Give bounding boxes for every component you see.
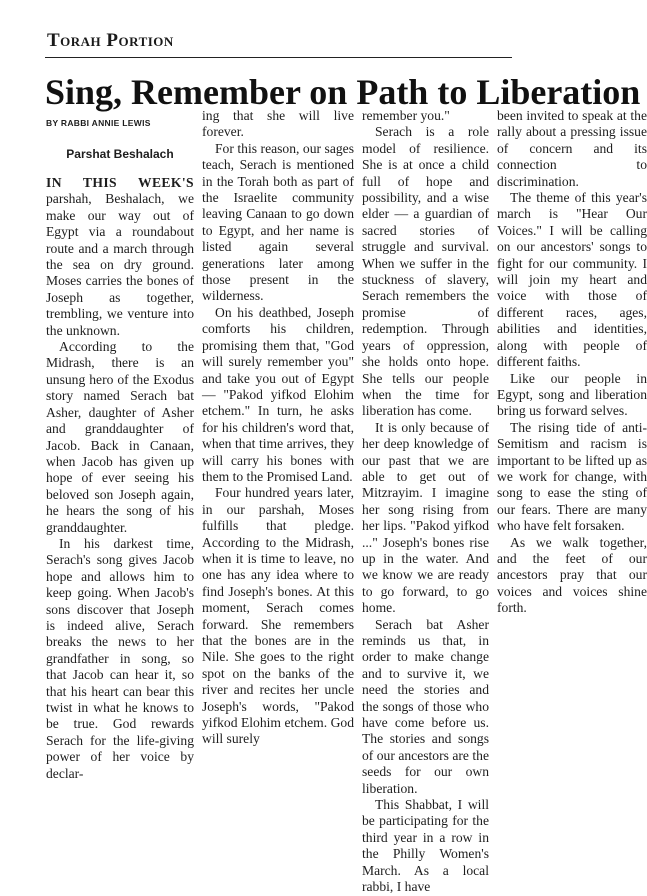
lead-in: IN THIS WEEK'S [46, 175, 194, 190]
paragraph: been invited to speak at the rally about a pressing issue of concern and its connection to discrimination. [497, 108, 647, 189]
paragraph: In his darkest time, Serach's song gives Jacob hope and allows him to keep going. When Jacob's sons discover that Joseph is indeed alive, Serach breaks the news to her grandfather in song, so that Jacob can hear it, so that his heart can bear this twist in what he knows to be true. God rewards Serach for the life-giving power of her voice by declar- [46, 535, 194, 781]
paragraph: For this reason, our sages teach, Serach is mentioned in the Torah both as part of the Israelite community leaving Canaan to go down to Egypt, and her name is listed again several generations later among those present in the wilderness. [202, 140, 354, 304]
byline: BY RABBI ANNIE LEWIS [46, 118, 151, 128]
paragraph: Serach bat Asher reminds us that, in order to make change and to survive it, we need the stories and the songs of those who have come before us. The stories and songs of our ancestors are the seeds for our own liberation. [362, 616, 489, 796]
section-label: Torah Portion [47, 30, 174, 51]
paragraph: The rising tide of anti-Semitism and racism is important to be lifted up as we work for change, with song to ease the sting of our fears. There are many who have felt forsaken. [497, 419, 647, 534]
section-rule [45, 57, 512, 58]
paragraph: On his deathbed, Joseph comforts his children, promising them that, "God will surely remember you" and take you out of Egypt — "Pakod yifkod Elohim etchem." In turn, he asks for his children's word that, when that time arrives, they will carry his bones with them to the Promised Land. [202, 304, 354, 484]
article-column-1 [46, 118, 194, 781]
paragraph: Four hundred years later, in our parshah, Moses fulfills that pledge. According to the Midrash, when it is time to leave, no one has any idea where to find Joseph's bones. At this moment, Serach comes forward. She remembers that the bones are in the Nile. She goes to the right spot on the banks of the river and recites her uncle Joseph's words, "Pakod yifkod Elohim etchem. God will surely [202, 485, 354, 747]
paragraph: As we walk together, and the feet of our ancestors pray that our voices and voices shine forth. [497, 534, 647, 616]
paragraph: This Shabbat, I will be participating for the third year in a row in the Philly Women's March. As a local rabbi, I have [362, 797, 489, 895]
paragraph: Like our people in Egypt, song and liberation bring us forward selves. [497, 370, 647, 419]
paragraph: Serach is a role model of resilience. She is at once a child full of hope and possibility, and a wise elder — a guardian of sacred stories of struggle and survival. When we suffer in the stuckness of slavery, Serach remembers the promise of redemption. Through years of oppression, she holds onto hope. She tells our people when the time for liberation has come. [362, 124, 489, 419]
paragraph: It is only because of her deep knowledge of our past that we are able to get out of Mitzrayim. I imagine her song rising from her lips. "Pakod yifkod ..." Joseph's bones rise up in the water. And we know we are ready to go forward, to go home. [362, 419, 489, 616]
paragraph: The theme of this year's march is "Hear Our Voices." I will be calling on our ancestors' songs to fight for our community. I will join my heart and voice with those of different races, ages, abilities and identities, along with people of different faiths. [497, 190, 647, 370]
article-column-4 [497, 108, 647, 616]
paragraph: According to the Midrash, there is an unsung hero of the Exodus story named Serach bat Asher, daughter of Asher and granddaughter of Jacob. Back in Canaan, when Jacob has given up hope of ever seeing his beloved son Joseph again, he hears the song of his granddaughter. [46, 339, 194, 535]
paragraph: ing that she will live forever. [202, 108, 354, 140]
paragraph-text: parshah, Beshalach, we make our way out of Egypt via a roundabout route and a march through the sea on dry ground. Moses carries the bones of Joseph as together, trembling, we venture into the unknown. [46, 191, 194, 338]
deck: Parshat Beshalach [66, 147, 174, 161]
article-column-2 [202, 108, 354, 747]
article-column-3 [362, 108, 489, 895]
paragraph [46, 175, 194, 339]
paragraph: remember you." [362, 108, 450, 123]
headline: Sing, Remember on Path to Liberation [45, 72, 641, 112]
